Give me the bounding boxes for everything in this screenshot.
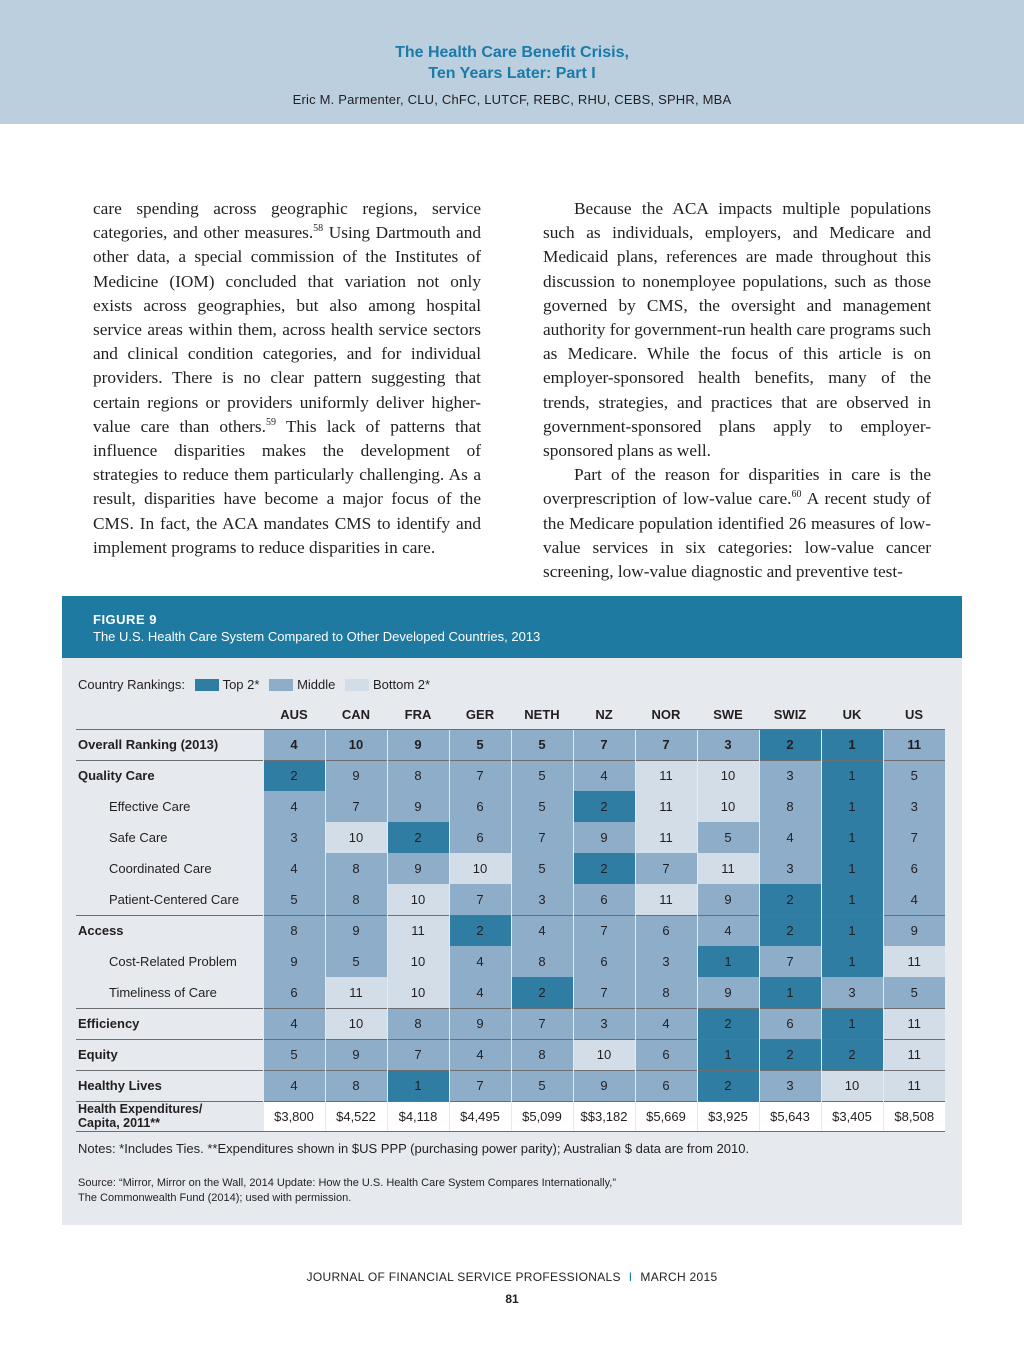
rank-cell: 6 [573,946,635,977]
rank-cell: 11 [697,853,759,884]
rank-cell: 2 [759,1039,821,1070]
rank-cell: 1 [821,946,883,977]
rank-cell: 9 [325,915,387,946]
rank-cell: 7 [573,977,635,1008]
rank-cell: 5 [883,760,945,791]
legend-middle: Middle [297,677,336,693]
rank-cell: 1 [759,977,821,1008]
column-header-nor: NOR [651,707,681,723]
rank-cell: 11 [883,1039,945,1070]
rank-cell: 4 [759,822,821,853]
rank-cell: 2 [759,729,821,760]
rank-cell: 4 [449,977,511,1008]
rank-cell: 3 [821,977,883,1008]
rank-cell: 7 [449,760,511,791]
rank-cell: 11 [883,1008,945,1039]
table-row [76,977,945,1008]
column-header-swe: SWE [713,707,743,723]
footnote-ref: 58 [313,223,324,235]
rank-cell: 8 [263,915,325,946]
header-blank [76,701,263,729]
table-row [76,1039,945,1070]
footer-separator: I [628,1270,633,1284]
figure-label: FIGURE 9 [93,612,157,627]
rank-cell: 6 [635,915,697,946]
expenditure-cell: $5,643 [759,1101,821,1131]
rank-cell: 11 [635,884,697,915]
rank-cell: 8 [387,760,449,791]
legend-swatch-middle [269,679,293,691]
rank-cell: 3 [759,760,821,791]
rank-cell: 7 [449,1070,511,1101]
row-label: Efficiency [76,1008,263,1039]
rank-cell: 7 [387,1039,449,1070]
legend-bottom: Bottom 2* [373,677,431,693]
article-title-line2: Ten Years Later: Part I [428,65,596,82]
rank-cell: 8 [759,791,821,822]
rank-cell: 9 [573,1070,635,1101]
issue-date: MARCH 2015 [640,1270,718,1284]
row-label: Overall Ranking (2013) [76,729,263,760]
rank-cell: 9 [697,884,759,915]
rank-cell: 5 [511,791,573,822]
table-row [76,1070,945,1101]
rank-cell: 8 [511,1039,573,1070]
body-column-right [543,197,931,584]
rank-cell: 3 [635,946,697,977]
row-label: Access [76,915,263,946]
column-header-can: CAN [341,707,371,723]
expenditure-row [76,1101,945,1131]
expenditure-cell: $3,405 [821,1101,883,1131]
table-row [76,853,945,884]
column-header-neth: NETH [524,707,560,723]
rank-cell: 11 [883,946,945,977]
figure-notes: Notes: *Includes Ties. **Expenditures shown in $US PPP (purchasing power parity); Australian $ data are from 2010. [78,1141,750,1156]
rank-cell: 11 [883,1070,945,1101]
column-header-ger: GER [465,707,495,723]
rank-cell: 9 [263,946,325,977]
rank-cell: 10 [697,760,759,791]
rank-cell: 1 [821,729,883,760]
row-label: Cost-Related Problem [109,954,237,969]
rank-cell: 9 [449,1008,511,1039]
author-byline: Eric M. Parmenter, CLU, ChFC, LUTCF, REBC, RHU, CEBS, SPHR, MBA [292,92,732,107]
rank-cell: 4 [573,760,635,791]
rank-cell: 11 [635,760,697,791]
rank-cell: 7 [883,822,945,853]
rank-cell: 7 [635,729,697,760]
rank-cell: 1 [821,791,883,822]
rank-cell: 1 [821,884,883,915]
rank-cell: 10 [697,791,759,822]
rankings-table [76,701,945,1132]
figure-title: The U.S. Health Care System Compared to Other Developed Countries, 2013 [93,629,541,644]
rank-cell: 8 [325,884,387,915]
rank-cell: 4 [263,791,325,822]
rank-cell: 4 [263,1008,325,1039]
rank-cell: 1 [821,822,883,853]
column-header-uk: UK [842,707,862,723]
rank-cell: 9 [387,853,449,884]
row-label: Quality Care [76,760,263,791]
figure-header [62,596,962,658]
rank-cell: 4 [697,915,759,946]
expenditure-label: Health Expenditures/ Capita, 2011** [76,1101,263,1131]
rank-cell: 4 [263,1070,325,1101]
rank-cell: 2 [697,1070,759,1101]
rank-cell: 4 [449,1039,511,1070]
expenditure-cell: $5,099 [511,1101,573,1131]
table-row [76,760,945,791]
rank-cell: 9 [883,915,945,946]
body-paragraph: Because the ACA impacts multiple populations such as individuals, employers, and Medicare and Medicaid plans, references are made throughout this discussion to nonemployee populations, such as those governed by CMS, the oversight and management authority for government-run health care programs such as Medicare. While the focus of this article is on employer-sponsored health benefits, many of the trends, strategies, and practices that are observed in government-sponsored plans apply to employer-sponsored plans as well. [543,199,931,461]
rank-cell: 11 [387,915,449,946]
expenditure-cell: $3,925 [697,1101,759,1131]
rank-cell: 3 [263,822,325,853]
rank-cell: 10 [449,853,511,884]
table-row [76,791,945,822]
rank-cell: 7 [511,1008,573,1039]
rank-cell: 9 [325,1039,387,1070]
rank-cell: 10 [573,1039,635,1070]
expenditure-cell: $4,522 [325,1101,387,1131]
rank-cell: 8 [635,977,697,1008]
rank-cell: 3 [759,1070,821,1101]
rank-cell: 4 [883,884,945,915]
footnote-ref: 60 [791,489,802,501]
rank-cell: 4 [449,946,511,977]
rank-cell: 3 [511,884,573,915]
rank-cell: 2 [263,760,325,791]
rank-cell: 2 [573,791,635,822]
rank-cell: 6 [883,853,945,884]
footnote-ref: 59 [265,417,276,429]
column-header-aus: AUS [280,707,308,723]
row-label: Healthy Lives [76,1070,263,1101]
expenditure-cell: $3,800 [263,1101,325,1131]
expenditure-cell: $4,118 [387,1101,449,1131]
rank-cell: 10 [821,1070,883,1101]
rank-cell: 10 [325,822,387,853]
expenditure-cell: $8,508 [883,1101,945,1131]
rank-cell: 11 [883,729,945,760]
rank-cell: 2 [697,1008,759,1039]
rank-cell: 2 [821,1039,883,1070]
page-number: 81 [505,1292,519,1306]
rank-cell: 9 [387,729,449,760]
figure-source: Source: “Mirror, Mirror on the Wall, 2014 Update: How the U.S. Health Care System Compares Internationally,” The Commonwealth Fund (2014); used with permission. [78,1177,616,1204]
table-row [76,915,945,946]
rank-cell: 6 [635,1070,697,1101]
rank-cell: 11 [635,791,697,822]
rank-cell: 7 [573,729,635,760]
rank-cell: 4 [263,729,325,760]
rank-cell: 8 [387,1008,449,1039]
rank-cell: 9 [387,791,449,822]
table-row [76,729,945,760]
article-title-line1: The Health Care Benefit Crisis, [395,44,629,61]
row-label: Equity [76,1039,263,1070]
rank-cell: 1 [821,915,883,946]
legend [78,676,430,692]
column-header-swiz: SWIZ [773,707,807,723]
rank-cell: 5 [263,884,325,915]
row-label: Safe Care [109,830,168,845]
legend-top: Top 2* [222,677,260,693]
rank-cell: 3 [697,729,759,760]
legend-swatch-bottom [345,679,369,691]
rank-cell: 8 [325,1070,387,1101]
rank-cell: 2 [573,853,635,884]
rank-cell: 6 [263,977,325,1008]
row-label: Coordinated Care [109,861,212,876]
legend-label: Country Rankings: [78,677,185,693]
column-header-us: US [904,707,924,723]
expenditure-cell: $$3,182 [573,1101,635,1131]
rank-cell: 2 [449,915,511,946]
rank-cell: 7 [573,915,635,946]
rank-cell: 6 [573,884,635,915]
table-header-row [76,701,945,729]
rank-cell: 9 [573,822,635,853]
rank-cell: 1 [697,1039,759,1070]
rank-cell: 7 [759,946,821,977]
rank-cell: 5 [883,977,945,1008]
rank-cell: 3 [573,1008,635,1039]
journal-name: JOURNAL OF FINANCIAL SERVICE PROFESSIONALS [306,1270,621,1284]
rank-cell: 9 [697,977,759,1008]
rank-cell: 1 [821,853,883,884]
rank-cell: 2 [759,915,821,946]
rank-cell: 2 [759,884,821,915]
rank-cell: 8 [325,853,387,884]
rank-cell: 5 [511,760,573,791]
row-label: Effective Care [109,799,191,814]
rank-cell: 7 [449,884,511,915]
rank-cell: 11 [635,822,697,853]
rank-cell: 4 [263,853,325,884]
rank-cell: 10 [387,946,449,977]
rank-cell: 1 [821,1008,883,1039]
rank-cell: 10 [387,884,449,915]
page-footer [0,1270,1024,1284]
rank-cell: 4 [511,915,573,946]
rank-cell: 1 [697,946,759,977]
rank-cell: 2 [387,822,449,853]
rank-cell: 5 [263,1039,325,1070]
table-row [76,884,945,915]
rank-cell: 6 [449,791,511,822]
body-paragraph: care spending across geographic regions, service categories, and other measures.$^{58}$ Using Dartmouth and other data, a special commission of the Institutes of Medicine (IOM) concluded that variation not only exists across geographies, but also among hospital service areas within them, across health service sectors and clinical condition categories, and for individual providers. There is no clear pattern suggesting that certain regions or providers uniformly deliver higher-value care than others.$^{59}$ This lack of patterns that influence disparities makes the development of strategies to reduce them particularly challenging. As a result, disparities have become a major focus of the CMS. In fact, the ACA mandates CMS to identify and implement programs to reduce disparities in care. [93,199,482,557]
column-header-fra: FRA [404,707,432,723]
rank-cell: 7 [325,791,387,822]
rank-cell: 7 [511,822,573,853]
rank-cell: 5 [511,853,573,884]
rank-cell: 6 [449,822,511,853]
expenditure-cell: $4,495 [449,1101,511,1131]
rank-cell: 11 [325,977,387,1008]
body-paragraph: Part of the reason for disparities in care is the overprescription of low-value care.$^{60}$ A recent study of the Medicare population identified 26 measures of low-value services in six categories: low-value cancer screening, low-value diagnostic and preventive test- [543,465,932,582]
rank-cell: 3 [883,791,945,822]
rank-cell: 5 [325,946,387,977]
row-label: Timeliness of Care [109,984,217,1000]
legend-swatch-top [195,679,219,691]
column-header-nz: NZ [595,707,613,723]
figure-9 [62,596,962,1225]
rank-cell: 3 [759,853,821,884]
rank-cell: 10 [387,977,449,1008]
rank-cell: 5 [449,729,511,760]
rank-cell: 10 [325,729,387,760]
rank-cell: 6 [759,1008,821,1039]
rank-cell: 5 [511,1070,573,1101]
rank-cell: 10 [325,1008,387,1039]
rank-cell: 1 [387,1070,449,1101]
row-label: Patient-Centered Care [109,891,240,907]
table-row [76,946,945,977]
rank-cell: 5 [697,822,759,853]
body-column-left [93,197,481,560]
rank-cell: 2 [511,977,573,1008]
rank-cell: 1 [821,760,883,791]
rank-cell: 4 [635,1008,697,1039]
table-row [76,1008,945,1039]
rank-cell: 9 [325,760,387,791]
rank-cell: 8 [511,946,573,977]
expenditure-cell: $5,669 [635,1101,697,1131]
rank-cell: 5 [511,729,573,760]
rank-cell: 6 [635,1039,697,1070]
rank-cell: 7 [635,853,697,884]
article-header [0,0,1024,124]
table-row [76,822,945,853]
